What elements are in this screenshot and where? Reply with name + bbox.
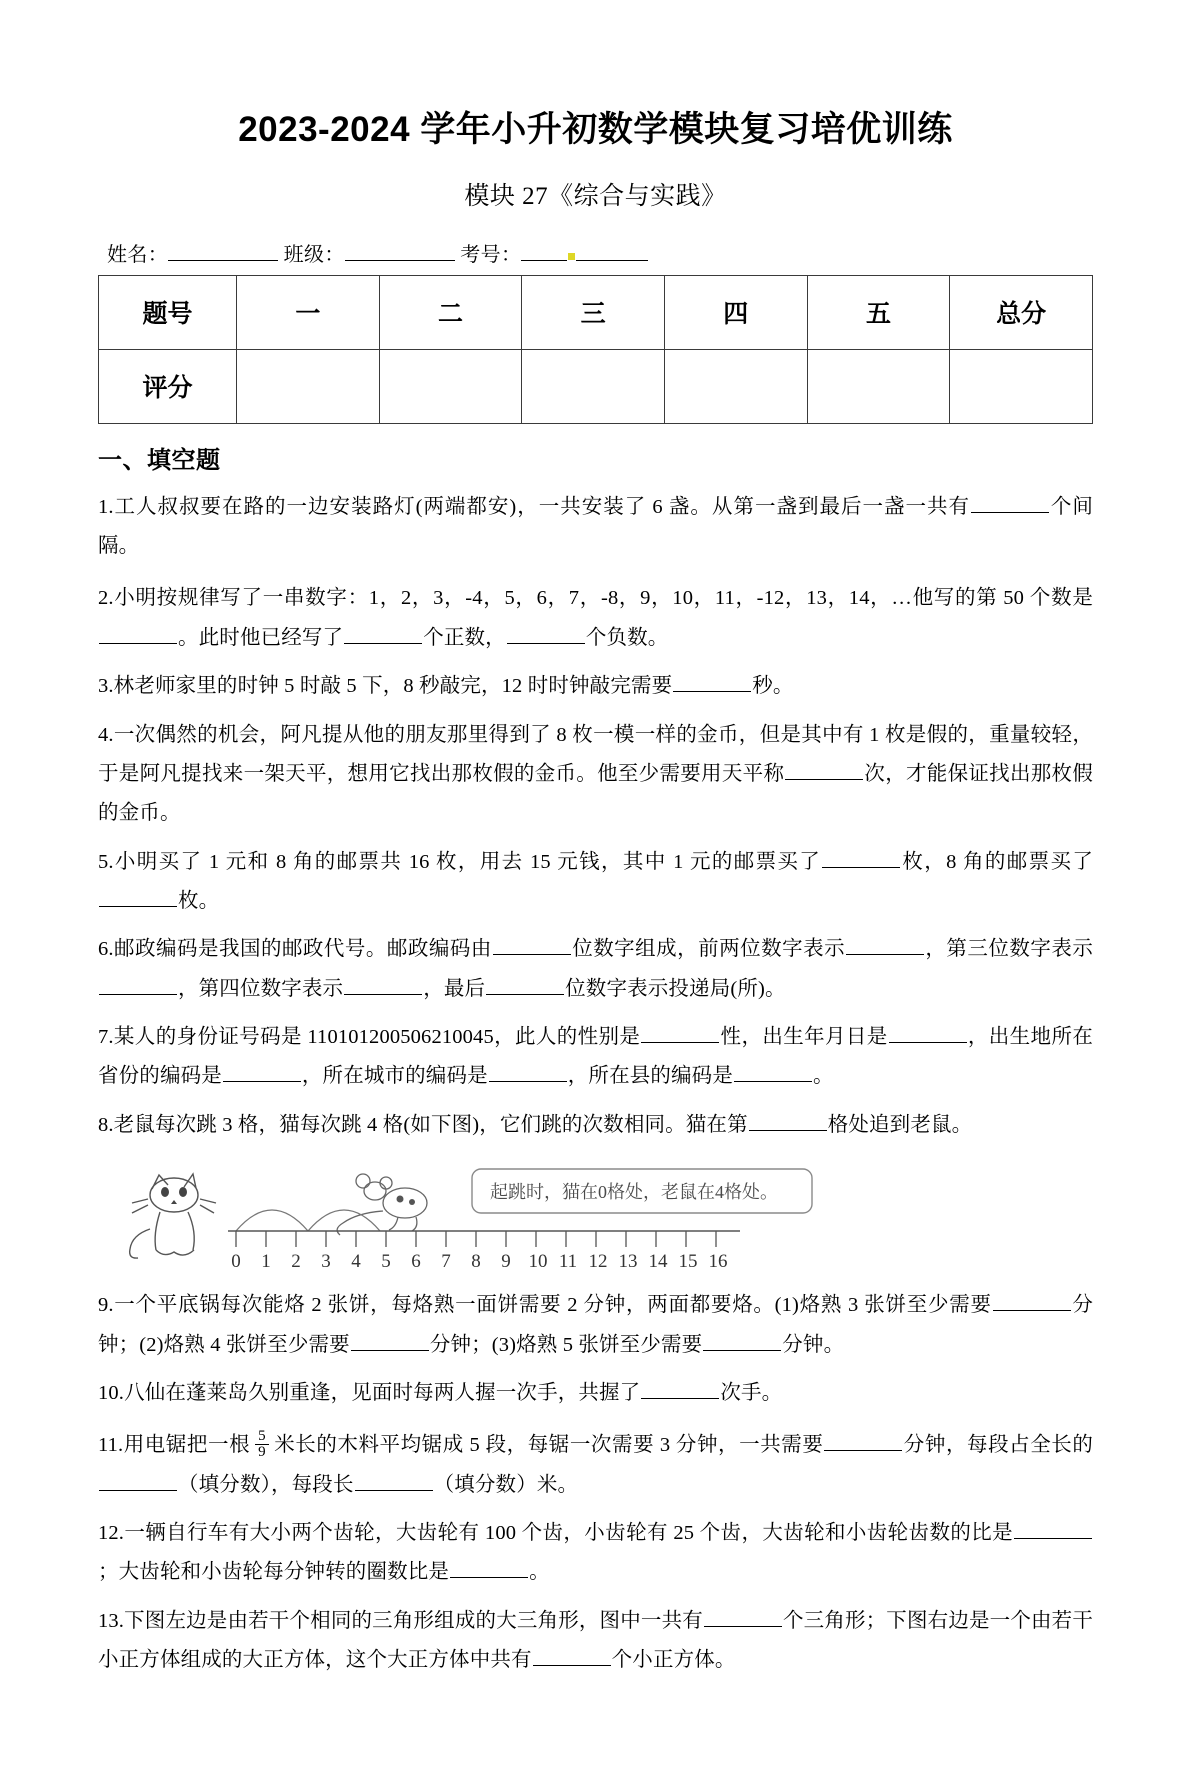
question-9 (98, 1286, 1093, 1365)
question-10-text-b: 次手。 (720, 1381, 783, 1404)
question-12-blank-1[interactable] (1014, 1538, 1092, 1539)
col-header-total: 总分 (950, 275, 1093, 349)
question-10-text-a: 10.八仙在蓬莱岛久别重逢，见面时每两人握一次手，共握了 (98, 1381, 641, 1404)
row-label-score: 评分 (99, 349, 237, 423)
jump-arcs (236, 1210, 380, 1231)
col-header-5: 五 (807, 275, 950, 349)
numberline-ticks (236, 1231, 716, 1247)
tick-label-14: 14 (648, 1251, 668, 1273)
question-7-text-c: ，出生地所在省份的编码是 (98, 1026, 1093, 1088)
name-label: 姓名： (107, 243, 169, 266)
question-13-text-a: 13.下图左边是由若干个相同的三角形组成的大三角形，图中一共有 (98, 1609, 703, 1632)
question-5-text-c: 枚。 (178, 889, 220, 912)
exam-number-input-blank-b[interactable] (576, 260, 648, 261)
student-info-line (98, 238, 1093, 267)
score-cell-total[interactable] (950, 349, 1093, 423)
question-1-text-a: 1.工人叔叔要在路的一边安装路灯(两端都安)，一共安装了 6 盏。从第一盏到最后一盏一共有 (98, 495, 970, 518)
question-1-blank-1[interactable] (971, 512, 1049, 513)
question-11 (98, 1426, 1093, 1505)
question-11-text-e: （填分数）米。 (433, 1473, 579, 1496)
question-2-blank-3[interactable] (507, 643, 585, 644)
question-5 (98, 843, 1093, 922)
tick-label-11: 11 (558, 1251, 578, 1273)
question-13-blank-2[interactable] (533, 1665, 611, 1666)
question-9-text-a: 9.一个平底锅每次能烙 2 张饼，每烙熟一面饼需要 2 分钟，两面都要烙。(1)烙熟 3 张饼至少需要 (98, 1294, 992, 1317)
question-8-blank-1[interactable] (749, 1130, 827, 1131)
question-9-blank-1[interactable] (993, 1310, 1071, 1311)
table-row-score (99, 349, 1093, 423)
tick-label-8: 8 (471, 1251, 481, 1273)
mouse-icon (337, 1174, 427, 1235)
question-11-blank-1[interactable] (824, 1450, 902, 1451)
tick-label-9: 9 (501, 1251, 511, 1273)
question-2-text-a: 2.小明按规律写了一串数字：1，2，3，-4，5，6，7，-8，9，10，11，-12，13，14，…他写的第 50 个数是 (98, 587, 1093, 610)
numberline-tick-labels (231, 1251, 727, 1272)
name-input-blank[interactable] (168, 260, 278, 261)
question-7-text-b: 性，出生年月日是 (720, 1026, 888, 1049)
question-7-blank-1[interactable] (641, 1042, 719, 1043)
question-9-blank-2[interactable] (351, 1350, 429, 1351)
question-6 (98, 930, 1093, 1009)
question-6-text-f: 位数字表示投递局(所)。 (565, 977, 786, 1000)
question-6-blank-2[interactable] (846, 954, 924, 955)
question-9-text-b: 分钟；(2)烙熟 4 张饼至少需要 (98, 1294, 1093, 1356)
cat-mouse-numberline-figure (98, 1155, 1093, 1273)
tick-label-12: 12 (588, 1251, 608, 1273)
question-7-text-e: ，所在县的编码是 (567, 1065, 733, 1088)
question-12-text-c: 。 (529, 1561, 550, 1584)
tick-label-13: 13 (618, 1251, 638, 1273)
question-5-blank-1[interactable] (822, 867, 900, 868)
question-3-text-a: 3.林老师家里的时钟 5 时敲 5 下，8 秒敲完，12 时时钟敲完需要 (98, 675, 673, 698)
score-cell-5[interactable] (807, 349, 950, 423)
class-input-blank[interactable] (345, 260, 455, 261)
question-11-text-a: 11.用电锯把一根 (98, 1434, 251, 1457)
score-cell-4[interactable] (664, 349, 807, 423)
tick-label-16: 16 (708, 1251, 728, 1273)
fraction-five-ninths (255, 1429, 269, 1461)
tick-label-1: 1 (261, 1251, 271, 1273)
fraction-denominator: 9 (255, 1444, 269, 1460)
question-11-text-d: （填分数），每段长 (178, 1473, 354, 1496)
score-cell-1[interactable] (237, 349, 380, 423)
question-7-text-d: ，所在城市的编码是 (301, 1065, 488, 1088)
question-6-text-b: 位数字组成，前两位数字表示 (571, 938, 846, 961)
question-10 (98, 1374, 1093, 1413)
fraction-numerator: 5 (258, 1427, 266, 1444)
cat-icon (130, 1174, 216, 1258)
question-5-text-b: 枚，8 角的邮票买了 (901, 850, 1094, 873)
tick-label-2: 2 (291, 1251, 301, 1273)
question-7 (98, 1018, 1093, 1097)
section-heading-fill-in-blank: 一、填空题 (98, 446, 221, 474)
tick-label-10: 10 (528, 1251, 548, 1273)
question-2-text-c: 个正数， (423, 626, 506, 649)
score-cell-3[interactable] (522, 349, 665, 423)
question-5-text-a: 5.小明买了 1 元和 8 角的邮票共 16 枚，用去 15 元钱，其中 1 元的邮票买了 (98, 850, 822, 873)
question-11-blank-3[interactable] (355, 1490, 433, 1491)
table-row-header (99, 275, 1093, 349)
question-8-text-a: 8.老鼠每次跳 3 格，猫每次跳 4 格(如下图)，它们跳的次数相同。猫在第 (98, 1113, 748, 1136)
question-4-text-a: 4.一次偶然的机会，阿凡提从他的朋友那里得到了 8 枚一模一样的金币，但是其中有 1 枚是假的，重量较轻，于是阿凡提找来一架天平，想用它找出那枚假的金币。他至少需要用天平称 (98, 723, 1093, 785)
exam-page (0, 108, 1191, 1792)
score-cell-2[interactable] (379, 349, 522, 423)
question-12-text-a: 12.一辆自行车有大小两个齿轮，大齿轮有 100 个齿，小齿轮有 25 个齿，大齿轮和小齿轮齿数的比是 (98, 1521, 1013, 1544)
tick-label-5: 5 (381, 1251, 391, 1273)
tick-label-4: 4 (351, 1251, 361, 1273)
question-7-text-a: 7.某人的身份证号码是 110101200506210045，此人的性别是 (98, 1026, 641, 1049)
question-7-blank-4[interactable] (489, 1081, 567, 1082)
question-2-text-d: 个负数。 (585, 626, 669, 649)
tick-label-6: 6 (411, 1251, 421, 1273)
question-12-text-b: ；大齿轮和小齿轮每分钟转的圈数比是 (98, 1561, 450, 1584)
question-13-text-c: 个小正方体。 (611, 1649, 736, 1672)
question-4-blank-1[interactable] (785, 779, 863, 780)
question-6-text-d: ，第四位数字表示 (178, 977, 344, 1000)
question-8 (98, 1106, 1093, 1145)
col-header-1: 一 (237, 275, 380, 349)
question-6-text-e: ，最后 (423, 977, 486, 1000)
question-11-text-b: 米长的木料平均锯成 5 段，每锯一次需要 3 分钟，一共需要 (273, 1434, 824, 1457)
exam-number-label: 考号： (460, 243, 522, 266)
question-12 (98, 1514, 1093, 1593)
question-6-blank-3[interactable] (99, 994, 177, 995)
question-9-text-d: 分钟。 (782, 1333, 845, 1356)
page-title: 2023-2024 学年小升初数学模块复习培优训练 (238, 110, 953, 149)
numberline-diagram (120, 1155, 860, 1273)
question-3 (98, 667, 1093, 706)
exam-number-input-blank-a[interactable] (521, 260, 567, 261)
question-2-blank-1[interactable] (99, 643, 177, 644)
question-9-text-c: 分钟；(3)烙熟 5 张饼至少需要 (429, 1333, 703, 1356)
score-table (98, 275, 1093, 424)
col-header-3: 三 (522, 275, 665, 349)
question-1 (98, 488, 1093, 567)
page-subtitle: 模块 27《综合与实践》 (464, 182, 727, 210)
tick-label-7: 7 (441, 1251, 451, 1273)
class-label: 班级： (283, 243, 345, 266)
question-6-blank-5[interactable] (486, 994, 564, 995)
col-header-2: 二 (379, 275, 522, 349)
question-2 (98, 579, 1093, 658)
row-label-question-no: 题号 (99, 275, 237, 349)
question-3-blank-1[interactable] (673, 691, 751, 692)
question-4-text-b: 次，才能保证找出那枚假的金币。 (98, 762, 1093, 825)
question-2-text-b: 。此时他已经写了 (178, 626, 344, 649)
question-4 (98, 716, 1093, 834)
question-7-blank-3[interactable] (223, 1081, 301, 1082)
question-13 (98, 1602, 1093, 1681)
speech-bubble-text: 起跳时，猫在0格处，老鼠在4格处。 (490, 1182, 778, 1203)
question-10-blank-1[interactable] (641, 1398, 719, 1399)
question-7-text-f: 。 (812, 1065, 834, 1088)
question-6-text-a: 6.邮政编码是我国的邮政代号。邮政编码由 (98, 938, 492, 961)
question-8-text-b: 格处追到老鼠。 (827, 1113, 973, 1136)
question-5-blank-2[interactable] (99, 906, 177, 907)
highlight-mark-icon (568, 253, 575, 260)
question-7-blank-5[interactable] (734, 1081, 812, 1082)
question-11-text-c: 分钟，每段占全长的 (903, 1434, 1093, 1457)
question-7-blank-2[interactable] (889, 1042, 967, 1043)
tick-label-0: 0 (231, 1251, 241, 1273)
question-6-blank-4[interactable] (344, 994, 422, 995)
question-12-blank-2[interactable] (450, 1577, 528, 1578)
question-13-blank-1[interactable] (704, 1626, 782, 1627)
question-2-blank-2[interactable] (344, 643, 422, 644)
tick-label-15: 15 (678, 1251, 698, 1273)
col-header-4: 四 (664, 275, 807, 349)
question-11-blank-2[interactable] (99, 1490, 177, 1491)
tick-label-3: 3 (321, 1251, 331, 1273)
question-9-blank-3[interactable] (703, 1350, 781, 1351)
question-1-text-b: 个间隔。 (98, 495, 1093, 558)
question-6-blank-1[interactable] (493, 954, 571, 955)
question-6-text-c: ，第三位数字表示 (925, 938, 1094, 961)
question-13-text-b: 个三角形；下图右边是一个由若干小正方体组成的大正方体，这个大正方体中共有 (98, 1609, 1094, 1672)
question-3-text-b: 秒。 (752, 675, 794, 698)
